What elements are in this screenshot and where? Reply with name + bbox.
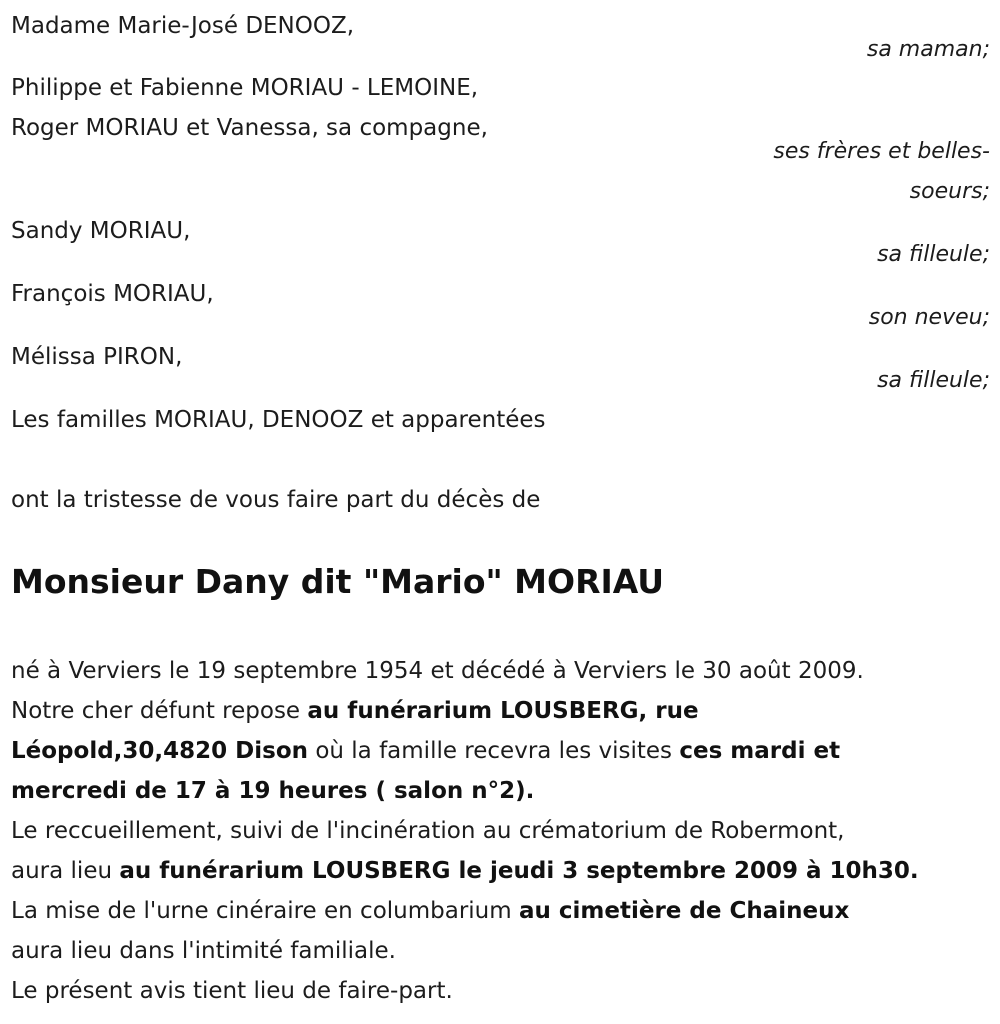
family-member-name: Madame Marie-José DENOOZ, bbox=[11, 13, 355, 39]
family-member-name: Mélissa PIRON, bbox=[11, 344, 183, 370]
ceremony-line: Le reccueillement, suivi de l'incinération au crématorium de Robermont, bbox=[11, 818, 845, 844]
address-line: Léopold,30,4820 Dison où la famille recevra les visites ces mardi et bbox=[11, 738, 841, 764]
family-member-relation: sa filleule; bbox=[877, 242, 990, 267]
family-member-relation: son neveu; bbox=[868, 305, 990, 330]
funeral-details bbox=[11, 651, 996, 1011]
rest-line: Notre cher défunt repose au funérarium LOUSBERG, rue bbox=[11, 698, 699, 724]
urn-end-line: aura lieu dans l'intimité familiale. bbox=[11, 938, 396, 964]
family-member-relation: soeurs; bbox=[909, 179, 990, 204]
family-member-relation: sa maman; bbox=[866, 37, 990, 62]
ceremony-time-line: aura lieu au funérarium LOUSBERG le jeudi 3 septembre 2009 à 10h30. bbox=[11, 858, 919, 884]
family-member-name: Sandy MORIAU, bbox=[11, 218, 191, 244]
family-member-name: Les familles MORIAU, DENOOZ et apparentées bbox=[11, 407, 546, 433]
family-member-relation: ses frères et belles- bbox=[773, 139, 990, 164]
birth-death-line: né à Verviers le 19 septembre 1954 et décédé à Verviers le 30 août 2009. bbox=[11, 658, 864, 684]
closing-line: Le présent avis tient lieu de faire-part. bbox=[11, 978, 453, 1004]
family-member-name: François MORIAU, bbox=[11, 281, 214, 307]
deceased-name: Monsieur Dany dit "Mario" MORIAU bbox=[11, 562, 665, 601]
visits-line: mercredi de 17 à 19 heures ( salon n°2). bbox=[11, 778, 535, 804]
family-member-name: Roger MORIAU et Vanessa, sa compagne, bbox=[11, 115, 488, 141]
urn-line: La mise de l'urne cinéraire en columbarium au cimetière de Chaineux bbox=[11, 898, 850, 924]
family-member-name: Philippe et Fabienne MORIAU - LEMOINE, bbox=[11, 75, 479, 101]
family-member-relation: sa filleule; bbox=[877, 368, 990, 393]
announcement-intro: ont la tristesse de vous faire part du décès de bbox=[11, 487, 541, 513]
